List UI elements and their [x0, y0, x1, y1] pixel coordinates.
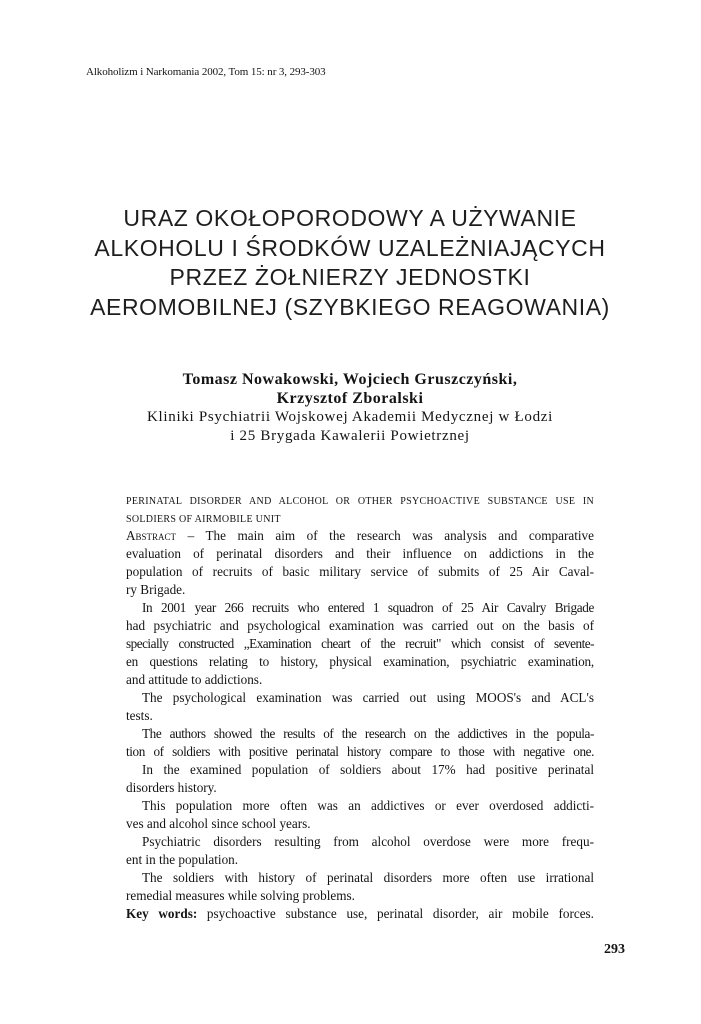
abstract-line — [126, 527, 594, 545]
abstract-label: Abstract — [126, 528, 177, 543]
abstract-line: had psychiatric and psychological examination was carried out on the basis of — [126, 618, 594, 633]
title-line: ALKOHOLU I ŚRODKÓW UZALEŻNIAJĄCYCH — [94, 234, 606, 261]
keywords-text: psychoactive substance use, perinatal disorder, air mobile forces. — [197, 906, 594, 921]
abstract-line: The authors showed the results of the research on the addictives in the popula- — [142, 726, 594, 741]
abstract-line: en questions relating to history, physical examination, psychiatric examination, — [126, 654, 594, 669]
abstract-line: tests. — [126, 708, 153, 723]
abstract-line: evaluation of perinatal disorders and their influence on addictions in the — [126, 546, 594, 561]
affiliation-line: Kliniki Psychiatrii Wojskowej Akademii Medycznej w Łodzi — [147, 409, 553, 425]
abstract-line: disorders history. — [126, 780, 217, 795]
abstract-line: population of recruits of basic military service of submits of 25 Air Caval- — [126, 564, 594, 579]
keywords-line — [126, 905, 594, 923]
title-line: PRZEZ ŻOŁNIERZY JEDNOSTKI — [169, 264, 531, 290]
english-title-line — [126, 509, 594, 527]
article-title — [90, 204, 610, 322]
title-line: AEROMOBILNEJ (SZYBKIEGO REAGOWANIA) — [90, 293, 610, 320]
abstract-line: The soldiers with history of perinatal disorders more often use irrational — [142, 870, 594, 885]
page-number: 293 — [604, 942, 625, 957]
abstract-text: – The main aim of the research was analysis and comparative — [176, 528, 594, 543]
affiliation-line: i 25 Brygada Kawalerii Powietrznej — [230, 428, 470, 444]
abstract-line: This population more often was an addictives or ever overdosed addicti- — [142, 798, 594, 813]
keywords-label: Key words: — [126, 906, 198, 921]
journal-header: Alkoholizm i Narkomania 2002, Tom 15: nr 3, 293-303 — [86, 66, 326, 78]
abstract-line: Psychiatric disorders resulting from alcohol overdose were more frequ- — [142, 834, 594, 849]
abstract — [126, 491, 594, 923]
authors — [100, 370, 600, 408]
abstract-line: ves and alcohol since school years. — [126, 816, 311, 831]
authors-line: Krzysztof Zboralski — [276, 390, 424, 407]
title-line: URAZ OKOŁOPORODOWY A UŻYWANIE — [123, 205, 577, 231]
abstract-line: In the examined population of soldiers about 17% had positive perinatal — [142, 762, 594, 777]
abstract-line: ent in the population. — [126, 852, 239, 867]
abstract-line: and attitude to addictions. — [126, 672, 263, 687]
affiliation — [100, 408, 600, 446]
english-title-text: PERINATAL DISORDER AND ALCOHOL OR OTHER PSYCHOACTIVE SUBSTANCE USE IN — [126, 496, 594, 507]
authors-line: Tomasz Nowakowski, Wojciech Gruszczyński, — [182, 371, 518, 388]
english-title-line — [126, 491, 594, 509]
english-title-text: SOLDIERS OF AIRMOBILE UNIT — [126, 514, 281, 525]
abstract-line: ry Brigade. — [126, 582, 186, 597]
abstract-line: tion of soldiers with positive perinatal history compare to those with negative one. — [126, 744, 594, 759]
abstract-line: remedial measures while solving problems. — [126, 888, 355, 903]
abstract-line: specially constructed „Examination cheart of the recruit" which consist of sevente- — [126, 636, 594, 651]
abstract-line: The psychological examination was carried out using MOOS's and ACL's — [142, 690, 594, 705]
abstract-line: In 2001 year 266 recruits who entered 1 squadron of 25 Air Cavalry Brigade — [142, 600, 594, 615]
